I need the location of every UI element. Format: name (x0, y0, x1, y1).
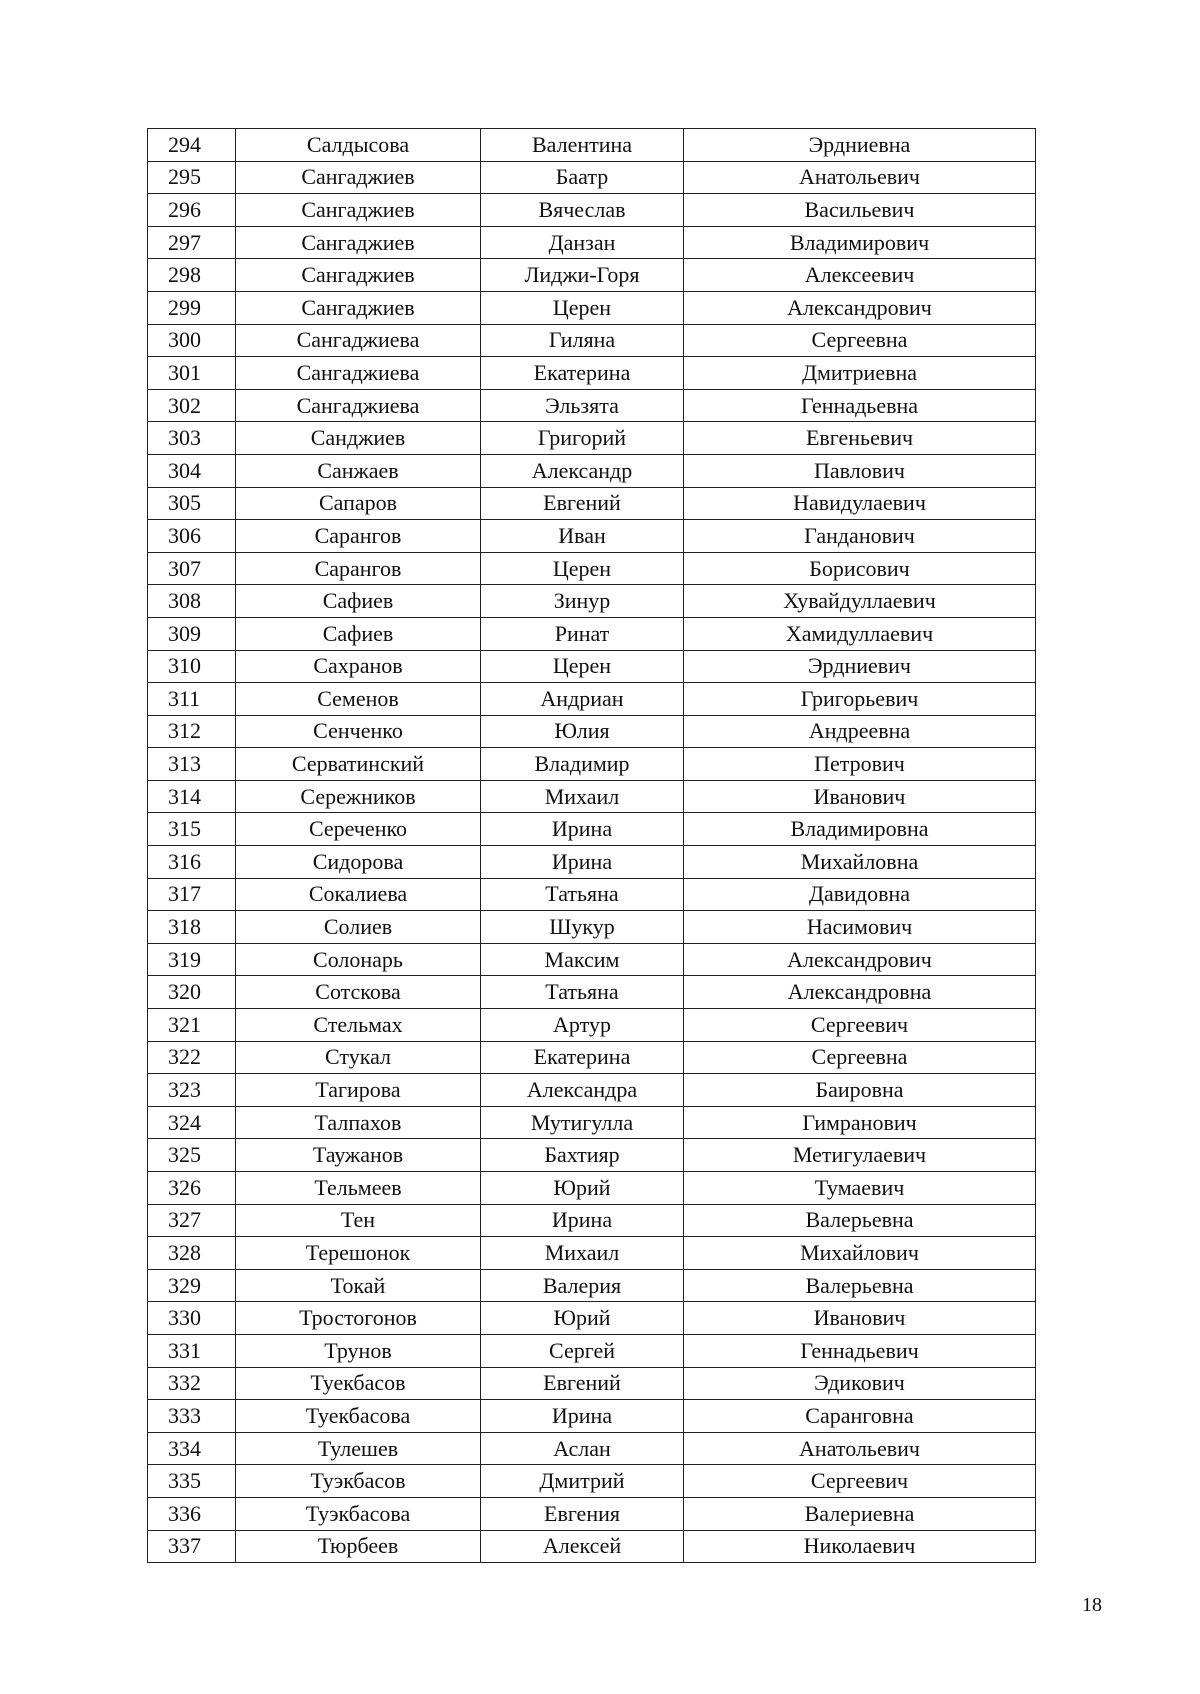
row-number: 333 (148, 1400, 236, 1433)
table-row (148, 976, 1036, 1009)
row-number: 307 (148, 552, 236, 585)
first-name-cell: Церен (481, 650, 684, 683)
table-row (148, 1432, 1036, 1465)
patronymic-cell: Николаевич (684, 1530, 1036, 1563)
first-name-cell: Валерия (481, 1269, 684, 1302)
row-number: 309 (148, 617, 236, 650)
table-row (148, 226, 1036, 259)
table-row (148, 291, 1036, 324)
first-name-cell: Евгения (481, 1497, 684, 1530)
last-name-cell: Санжаев (236, 454, 481, 487)
page-number: 18 (1082, 1594, 1102, 1616)
table-row (148, 259, 1036, 292)
patronymic-cell: Метигулаевич (684, 1139, 1036, 1172)
row-number: 296 (148, 194, 236, 227)
patronymic-cell: Анатольевич (684, 1432, 1036, 1465)
table-row (148, 780, 1036, 813)
last-name-cell: Сахранов (236, 650, 481, 683)
last-name-cell: Сенченко (236, 715, 481, 748)
first-name-cell: Юлия (481, 715, 684, 748)
patronymic-cell: Эдикович (684, 1367, 1036, 1400)
table-row (148, 813, 1036, 846)
first-name-cell: Татьяна (481, 976, 684, 1009)
last-name-cell: Семенов (236, 683, 481, 716)
last-name-cell: Серватинский (236, 748, 481, 781)
patronymic-cell: Сергеевна (684, 1041, 1036, 1074)
patronymic-cell: Алексеевич (684, 259, 1036, 292)
row-number: 297 (148, 226, 236, 259)
row-number: 317 (148, 878, 236, 911)
patronymic-cell: Борисович (684, 552, 1036, 585)
last-name-cell: Солонарь (236, 943, 481, 976)
table-row (148, 324, 1036, 357)
row-number: 314 (148, 780, 236, 813)
patronymic-cell: Иванович (684, 780, 1036, 813)
row-number: 331 (148, 1334, 236, 1367)
patronymic-cell: Геннадьевна (684, 389, 1036, 422)
last-name-cell: Тулешев (236, 1432, 481, 1465)
table-row (148, 1367, 1036, 1400)
last-name-cell: Тростогонов (236, 1302, 481, 1335)
roster-table (147, 128, 1036, 1563)
row-number: 313 (148, 748, 236, 781)
first-name-cell: Шукур (481, 911, 684, 944)
last-name-cell: Сапаров (236, 487, 481, 520)
table-row (148, 943, 1036, 976)
first-name-cell: Бахтияр (481, 1139, 684, 1172)
patronymic-cell: Михайлович (684, 1237, 1036, 1270)
last-name-cell: Сереченко (236, 813, 481, 846)
row-number: 330 (148, 1302, 236, 1335)
last-name-cell: Сарангов (236, 520, 481, 553)
row-number: 332 (148, 1367, 236, 1400)
last-name-cell: Сангаджиев (236, 194, 481, 227)
first-name-cell: Максим (481, 943, 684, 976)
patronymic-cell: Иванович (684, 1302, 1036, 1335)
last-name-cell: Туэкбасова (236, 1497, 481, 1530)
first-name-cell: Ринат (481, 617, 684, 650)
row-number: 295 (148, 161, 236, 194)
first-name-cell: Вячеслав (481, 194, 684, 227)
table-row (148, 1302, 1036, 1335)
last-name-cell: Санджиев (236, 422, 481, 455)
row-number: 334 (148, 1432, 236, 1465)
row-number: 328 (148, 1237, 236, 1270)
table-row (148, 846, 1036, 879)
table-row (148, 1334, 1036, 1367)
table-row (148, 617, 1036, 650)
table-row (148, 1465, 1036, 1498)
first-name-cell: Екатерина (481, 357, 684, 390)
first-name-cell: Дмитрий (481, 1465, 684, 1498)
last-name-cell: Тагирова (236, 1074, 481, 1107)
row-number: 336 (148, 1497, 236, 1530)
last-name-cell: Сарангов (236, 552, 481, 585)
patronymic-cell: Сергеевна (684, 324, 1036, 357)
patronymic-cell: Тумаевич (684, 1172, 1036, 1205)
first-name-cell: Андриан (481, 683, 684, 716)
row-number: 300 (148, 324, 236, 357)
first-name-cell: Церен (481, 291, 684, 324)
last-name-cell: Солиев (236, 911, 481, 944)
last-name-cell: Сафиев (236, 617, 481, 650)
table-row (148, 454, 1036, 487)
first-name-cell: Алексей (481, 1530, 684, 1563)
last-name-cell: Сотскова (236, 976, 481, 1009)
last-name-cell: Терешонок (236, 1237, 481, 1270)
patronymic-cell: Геннадьевич (684, 1334, 1036, 1367)
last-name-cell: Туекбасова (236, 1400, 481, 1433)
first-name-cell: Баатр (481, 161, 684, 194)
first-name-cell: Евгений (481, 487, 684, 520)
first-name-cell: Владимир (481, 748, 684, 781)
first-name-cell: Эльзята (481, 389, 684, 422)
first-name-cell: Иван (481, 520, 684, 553)
row-number: 322 (148, 1041, 236, 1074)
row-number: 305 (148, 487, 236, 520)
table-row (148, 194, 1036, 227)
table-row (148, 1106, 1036, 1139)
first-name-cell: Ирина (481, 1400, 684, 1433)
last-name-cell: Сангаджиев (236, 226, 481, 259)
patronymic-cell: Владимировна (684, 813, 1036, 846)
row-number: 303 (148, 422, 236, 455)
first-name-cell: Александра (481, 1074, 684, 1107)
table-row (148, 683, 1036, 716)
last-name-cell: Сангаджиев (236, 291, 481, 324)
first-name-cell: Григорий (481, 422, 684, 455)
first-name-cell: Ирина (481, 846, 684, 879)
patronymic-cell: Валериевна (684, 1497, 1036, 1530)
first-name-cell: Татьяна (481, 878, 684, 911)
table-row (148, 1041, 1036, 1074)
first-name-cell: Михаил (481, 780, 684, 813)
last-name-cell: Сидорова (236, 846, 481, 879)
row-number: 335 (148, 1465, 236, 1498)
table-row (148, 585, 1036, 618)
patronymic-cell: Сергеевич (684, 1009, 1036, 1042)
last-name-cell: Сережников (236, 780, 481, 813)
table-row (148, 1204, 1036, 1237)
last-name-cell: Талпахов (236, 1106, 481, 1139)
table-row (148, 129, 1036, 162)
first-name-cell: Зинур (481, 585, 684, 618)
last-name-cell: Сангаджиева (236, 357, 481, 390)
patronymic-cell: Григорьевич (684, 683, 1036, 716)
row-number: 298 (148, 259, 236, 292)
table-row (148, 1074, 1036, 1107)
row-number: 325 (148, 1139, 236, 1172)
patronymic-cell: Валерьевна (684, 1269, 1036, 1302)
patronymic-cell: Евгеньевич (684, 422, 1036, 455)
patronymic-cell: Давидовна (684, 878, 1036, 911)
row-number: 294 (148, 129, 236, 162)
first-name-cell: Михаил (481, 1237, 684, 1270)
row-number: 312 (148, 715, 236, 748)
row-number: 337 (148, 1530, 236, 1563)
table-row (148, 1172, 1036, 1205)
row-number: 316 (148, 846, 236, 879)
row-number: 327 (148, 1204, 236, 1237)
first-name-cell: Сергей (481, 1334, 684, 1367)
patronymic-cell: Хувайдуллаевич (684, 585, 1036, 618)
patronymic-cell: Дмитриевна (684, 357, 1036, 390)
patronymic-cell: Гимранович (684, 1106, 1036, 1139)
patronymic-cell: Андреевна (684, 715, 1036, 748)
last-name-cell: Таужанов (236, 1139, 481, 1172)
table-row (148, 357, 1036, 390)
row-number: 310 (148, 650, 236, 683)
table-row (148, 1530, 1036, 1563)
last-name-cell: Стельмах (236, 1009, 481, 1042)
patronymic-cell: Александрович (684, 943, 1036, 976)
table-row (148, 1400, 1036, 1433)
row-number: 329 (148, 1269, 236, 1302)
patronymic-cell: Навидулаевич (684, 487, 1036, 520)
patronymic-cell: Александровна (684, 976, 1036, 1009)
first-name-cell: Ирина (481, 813, 684, 846)
row-number: 318 (148, 911, 236, 944)
patronymic-cell: Насимович (684, 911, 1036, 944)
first-name-cell: Александр (481, 454, 684, 487)
last-name-cell: Туекбасов (236, 1367, 481, 1400)
last-name-cell: Сафиев (236, 585, 481, 618)
last-name-cell: Сангаджиева (236, 324, 481, 357)
patronymic-cell: Павлович (684, 454, 1036, 487)
last-name-cell: Стукал (236, 1041, 481, 1074)
first-name-cell: Гиляна (481, 324, 684, 357)
patronymic-cell: Хамидуллаевич (684, 617, 1036, 650)
last-name-cell: Сангаджиева (236, 389, 481, 422)
first-name-cell: Евгений (481, 1367, 684, 1400)
row-number: 304 (148, 454, 236, 487)
row-number: 321 (148, 1009, 236, 1042)
row-number: 302 (148, 389, 236, 422)
table-row (148, 1009, 1036, 1042)
patronymic-cell: Анатольевич (684, 161, 1036, 194)
patronymic-cell: Ганданович (684, 520, 1036, 553)
roster-body (148, 129, 1036, 1563)
row-number: 311 (148, 683, 236, 716)
first-name-cell: Валентина (481, 129, 684, 162)
first-name-cell: Артур (481, 1009, 684, 1042)
patronymic-cell: Владимирович (684, 226, 1036, 259)
table-row (148, 1269, 1036, 1302)
last-name-cell: Тюрбеев (236, 1530, 481, 1563)
row-number: 306 (148, 520, 236, 553)
table-row (148, 422, 1036, 455)
first-name-cell: Мутигулла (481, 1106, 684, 1139)
first-name-cell: Юрий (481, 1302, 684, 1335)
table-row (148, 911, 1036, 944)
table-row (148, 389, 1036, 422)
patronymic-cell: Валерьевна (684, 1204, 1036, 1237)
first-name-cell: Данзан (481, 226, 684, 259)
patronymic-cell: Эрдниевна (684, 129, 1036, 162)
first-name-cell: Екатерина (481, 1041, 684, 1074)
table-row (148, 552, 1036, 585)
last-name-cell: Туэкбасов (236, 1465, 481, 1498)
table-row (148, 1497, 1036, 1530)
table-row (148, 715, 1036, 748)
patronymic-cell: Саранговна (684, 1400, 1036, 1433)
table-row (148, 520, 1036, 553)
table-row (148, 650, 1036, 683)
table-row (148, 487, 1036, 520)
table-row (148, 748, 1036, 781)
row-number: 323 (148, 1074, 236, 1107)
patronymic-cell: Петрович (684, 748, 1036, 781)
row-number: 324 (148, 1106, 236, 1139)
table-row (148, 878, 1036, 911)
last-name-cell: Токай (236, 1269, 481, 1302)
patronymic-cell: Михайловна (684, 846, 1036, 879)
patronymic-cell: Сергеевич (684, 1465, 1036, 1498)
table-row (148, 161, 1036, 194)
row-number: 308 (148, 585, 236, 618)
first-name-cell: Юрий (481, 1172, 684, 1205)
last-name-cell: Сангаджиев (236, 259, 481, 292)
row-number: 301 (148, 357, 236, 390)
last-name-cell: Тен (236, 1204, 481, 1237)
last-name-cell: Сокалиева (236, 878, 481, 911)
last-name-cell: Сангаджиев (236, 161, 481, 194)
last-name-cell: Трунов (236, 1334, 481, 1367)
table-row (148, 1237, 1036, 1270)
last-name-cell: Салдысова (236, 129, 481, 162)
row-number: 320 (148, 976, 236, 1009)
first-name-cell: Ирина (481, 1204, 684, 1237)
patronymic-cell: Васильевич (684, 194, 1036, 227)
row-number: 326 (148, 1172, 236, 1205)
patronymic-cell: Эрдниевич (684, 650, 1036, 683)
first-name-cell: Церен (481, 552, 684, 585)
table-row (148, 1139, 1036, 1172)
patronymic-cell: Александрович (684, 291, 1036, 324)
first-name-cell: Лиджи-Горя (481, 259, 684, 292)
patronymic-cell: Баировна (684, 1074, 1036, 1107)
row-number: 319 (148, 943, 236, 976)
row-number: 315 (148, 813, 236, 846)
last-name-cell: Тельмеев (236, 1172, 481, 1205)
row-number: 299 (148, 291, 236, 324)
first-name-cell: Аслан (481, 1432, 684, 1465)
